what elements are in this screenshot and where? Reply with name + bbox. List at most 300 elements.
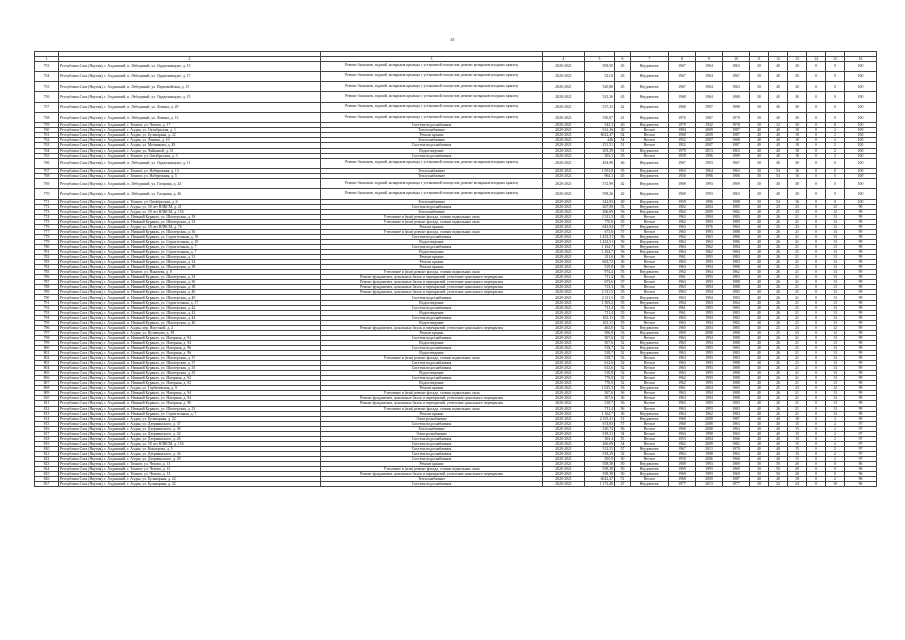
cell-work-type: Ремонт фундамента, цокольных балок и перекрытий, утепление цокольного перекрытия	[321, 290, 543, 295]
cell-wear-percent: 56	[615, 391, 631, 396]
cell-condition: Ветхое	[631, 335, 669, 340]
cell-year-commission: 1988	[723, 199, 750, 204]
cell-wear-percent: 52	[615, 371, 631, 376]
cell-wear-percent: 55	[615, 295, 631, 300]
cell-score-e: 0	[826, 467, 845, 472]
cell-address: Республика Саха (Якутия), г. Алданский, г. Томмот, ул. Набережная, д. 5	[59, 173, 321, 178]
cell-cost: 558,38	[585, 467, 615, 472]
cell-cost: 1 053,8	[585, 168, 615, 173]
cell-year-commission: 1983	[723, 214, 750, 219]
cell-score-e: 0	[826, 158, 845, 168]
cell-condition: Неудовлетв.	[631, 340, 669, 345]
cell-score-e: 12	[826, 386, 845, 391]
cell-score-b: 50	[769, 472, 788, 477]
cell-row-number: 761	[35, 133, 59, 138]
cell-score-e: 0	[826, 173, 845, 178]
cell-work-type: Утепление и (или) ремонт фасада, ставни подвальных окон	[321, 270, 543, 275]
cell-wear-percent: 57	[615, 446, 631, 451]
cell-score-total: 97	[845, 456, 877, 461]
cell-year-built: 1962	[669, 209, 696, 214]
cell-year-repair: 1967	[696, 112, 723, 122]
cell-wear-percent: 52	[615, 376, 631, 381]
cell-score-a: 30	[750, 61, 769, 71]
cell-score-c: 21	[788, 219, 807, 224]
cell-period: 2020-2021	[543, 426, 585, 431]
cell-score-d: 0	[807, 345, 826, 350]
cell-address: Республика Саха (Якутия), г. Алданский, п. Нижний Куранах, ул. Шахтерская, д. 46	[59, 320, 321, 325]
cell-year-built: 1963	[669, 168, 696, 173]
cell-score-e: 0	[826, 179, 845, 189]
cell-work-type: Система водоснабжения	[321, 446, 543, 451]
cell-year-repair: 1996	[696, 173, 723, 178]
cell-score-e: 2	[826, 426, 845, 431]
cell-score-a: 40	[750, 209, 769, 214]
cell-score-a: 40	[750, 431, 769, 436]
cell-score-c: 23	[788, 325, 807, 330]
cell-score-d: 0	[807, 381, 826, 386]
cell-year-built: 1964	[669, 300, 696, 305]
cell-condition: Неудовлетв.	[631, 345, 669, 350]
cell-work-type: Теплоснабжение	[321, 138, 543, 143]
cell-wear-percent: 57	[615, 421, 631, 426]
cell-score-a: 40	[750, 214, 769, 219]
cell-score-a: 30	[750, 123, 769, 128]
cell-year-repair: 1993	[696, 260, 723, 265]
cell-score-e: 13	[826, 335, 845, 340]
cell-period: 2020-2021	[543, 209, 585, 214]
cell-year-commission: 1982	[723, 441, 750, 446]
cell-wear-percent: 54	[615, 138, 631, 143]
cell-score-a: 30	[750, 179, 769, 189]
cell-score-b: 26	[769, 340, 788, 345]
cell-score-c: 21	[788, 239, 807, 244]
cell-condition: Ветхое	[631, 376, 669, 381]
cell-score-d: 0	[807, 143, 826, 148]
cell-score-c: 16	[788, 173, 807, 178]
cell-condition: Неудовлетв.	[631, 123, 669, 128]
column-number-10: 10	[723, 56, 750, 61]
cell-score-total: 100	[845, 102, 877, 112]
cell-score-e: 13	[826, 219, 845, 224]
cell-score-e: 13	[826, 345, 845, 350]
cell-score-a: 40	[750, 416, 769, 421]
cell-address: Республика Саха (Якутия), г. Алданский, п. Лебединый, ул. Гагарина, д. 46	[59, 189, 321, 199]
cell-score-b: 25	[769, 209, 788, 214]
cell-score-e: 13	[826, 229, 845, 234]
column-number-7: 7	[631, 56, 669, 61]
cell-score-total: 99	[845, 330, 877, 335]
cell-year-built: 1963	[669, 356, 696, 361]
cell-score-d: 0	[807, 300, 826, 305]
cell-address: Республика Саха (Якутия), г. Алданский, п. Нижний Куранах, ул. Нагорная, д. 94	[59, 391, 321, 396]
cell-year-repair: 1994	[696, 290, 723, 295]
cell-score-c: 30	[788, 82, 807, 92]
cell-work-type: Теплоснабжение	[321, 426, 543, 431]
cell-wear-percent: 55	[615, 290, 631, 295]
cell-score-c: 21	[788, 229, 807, 234]
cell-score-b: 32	[769, 123, 788, 128]
cell-row-number: 804	[35, 366, 59, 371]
cell-row-number: 803	[35, 361, 59, 366]
cell-score-b: 26	[769, 295, 788, 300]
cell-score-total: 100	[845, 173, 877, 178]
cell-year-repair: 1962	[696, 250, 723, 255]
cell-row-number: 784	[35, 265, 59, 270]
cell-year-commission: 1983	[723, 345, 750, 350]
cell-score-a: 40	[750, 340, 769, 345]
cell-period: 2020-2021	[543, 300, 585, 305]
cell-address: Республика Саха (Якутия), г. Алданский, п. Нижний Куранах, ул. Шахтерская, д. 44	[59, 315, 321, 320]
cell-condition: Неудовлетв.	[631, 234, 669, 239]
cell-period: 2020-2021	[543, 102, 585, 112]
cell-year-repair: 2004	[696, 204, 723, 209]
cell-score-d: 0	[807, 148, 826, 153]
cell-condition: Неудовлетв.	[631, 204, 669, 209]
column-number-2: 2	[59, 56, 321, 61]
cell-score-d: 0	[807, 396, 826, 401]
cell-wear-percent: 55	[615, 168, 631, 173]
cell-row-number: 778	[35, 234, 59, 239]
cell-year-repair: 1993	[696, 305, 723, 310]
cell-wear-percent: 51	[615, 416, 631, 421]
cell-score-a: 40	[750, 330, 769, 335]
cell-score-e: 13	[826, 356, 845, 361]
cell-score-d: 0	[807, 451, 826, 456]
cell-score-total: 96	[845, 472, 877, 477]
cell-wear-percent: 56	[615, 406, 631, 411]
cell-year-built: 1952	[669, 138, 696, 143]
cell-year-built: 1963	[669, 451, 696, 456]
cell-year-commission: 1988	[723, 376, 750, 381]
cell-row-number: 769	[35, 179, 59, 189]
cell-score-a: 40	[750, 239, 769, 244]
cell-row-number: 764	[35, 148, 59, 153]
cell-score-b: 26	[769, 315, 788, 320]
cell-condition: Неудовлетв.	[631, 158, 669, 168]
cell-cost: 770,8	[585, 376, 615, 381]
cell-year-built: 1962	[669, 204, 696, 209]
cell-year-commission: 1983	[723, 260, 750, 265]
cell-address: Республика Саха (Якутия), г. Алданский, г. Алдан, пер. Якутский, д. 2	[59, 325, 321, 330]
cell-year-repair: 1993	[696, 275, 723, 280]
cell-period: 2020-2021	[543, 467, 585, 472]
cell-year-commission: 1962	[723, 270, 750, 275]
cell-score-b: 25	[769, 386, 788, 391]
cell-score-b: 40	[769, 421, 788, 426]
cell-score-d: 0	[807, 219, 826, 224]
cell-year-commission: 1983	[723, 401, 750, 406]
cell-score-total: 99	[845, 376, 877, 381]
cell-score-total: 100	[845, 138, 877, 143]
cell-year-repair: 1994	[696, 265, 723, 270]
cell-score-a: 40	[750, 143, 769, 148]
cell-work-type: Ремонт балконов, лоджий, козырьков крыльца с установкой полиуглов, ремонт козырьков входных крылец	[321, 112, 543, 122]
cell-score-a: 40	[750, 295, 769, 300]
cell-score-a: 30	[750, 168, 769, 173]
cell-score-a: 30	[750, 92, 769, 102]
cell-work-type: Утепление и (или) ремонт фасада, ставни подвальных окон	[321, 391, 543, 396]
cell-score-d: 0	[807, 406, 826, 411]
cell-cost: 964,1	[585, 173, 615, 178]
cell-cost: 542,3	[585, 123, 615, 128]
column-number-3: 3	[321, 56, 543, 61]
cell-year-repair: 1993	[696, 406, 723, 411]
cell-period: 2020-2021	[543, 411, 585, 416]
cell-year-built: 1968	[669, 102, 696, 112]
cell-condition: Ветхое	[631, 290, 669, 295]
cell-score-c: 21	[788, 391, 807, 396]
cell-year-built: 1963	[669, 335, 696, 340]
cell-year-commission: 1983	[723, 406, 750, 411]
cell-row-number: 759	[35, 123, 59, 128]
cell-condition: Ветхое	[631, 421, 669, 426]
cell-year-repair: 2006	[696, 456, 723, 461]
cell-work-type: Утепление и (или) ремонт фасада, ставни подвальных окон	[321, 229, 543, 234]
cell-score-b: 40	[769, 138, 788, 143]
cell-score-total: 97	[845, 446, 877, 451]
cell-address: Республика Саха (Якутия), г. Алданский, п. Лебединый, ул. Гагарина, д. 24	[59, 179, 321, 189]
cell-score-a: 40	[750, 280, 769, 285]
cell-score-a: 40	[750, 315, 769, 320]
cell-address: Республика Саха (Якутия), г. Алданский, г. Алдан, ул. Мечникова, д. 48	[59, 143, 321, 148]
cell-row-number: 776	[35, 224, 59, 229]
cell-work-type: Теплоснабжение	[321, 477, 543, 482]
cell-year-repair: 1993	[696, 366, 723, 371]
cell-work-type: Теплоснабжение	[321, 173, 543, 178]
cell-address: Республика Саха (Якутия), г. Алданский, п. Нижний Куранах, ул. Строительная, д. 17	[59, 300, 321, 305]
cell-year-commission: 1963	[723, 431, 750, 436]
cell-score-c: 18	[788, 416, 807, 421]
cell-row-number: 765	[35, 153, 59, 158]
cell-score-d: 0	[807, 386, 826, 391]
cell-year-commission: 1983	[723, 295, 750, 300]
cell-cost: 974,4	[585, 270, 615, 275]
cell-score-c: 15	[788, 446, 807, 451]
cell-score-b: 26	[769, 351, 788, 356]
cell-year-repair: 2007	[696, 143, 723, 148]
cell-work-type: Ремонт крыши	[321, 330, 543, 335]
cell-period: 2020-2021	[543, 315, 585, 320]
cell-score-c: 16	[788, 168, 807, 173]
cell-address: Республика Саха (Якутия), г. Алданский, п. Нижний Куранах, ул. Шахтерская, д. 36	[59, 229, 321, 234]
cell-score-e: 12	[826, 224, 845, 229]
cell-year-built: 1969	[669, 462, 696, 467]
cell-period: 2020-2021	[543, 482, 585, 487]
cell-score-b: 40	[769, 431, 788, 436]
cell-year-repair: 1994	[696, 340, 723, 345]
cell-period: 2020-2021	[543, 260, 585, 265]
cell-score-a: 40	[750, 204, 769, 209]
cell-score-a: 40	[750, 411, 769, 416]
cell-wear-percent: 51	[615, 143, 631, 148]
cell-year-commission: 1988	[723, 361, 750, 366]
cell-work-type: Ремонт фундамента, цокольных балок и перекрытий, утепление цокольного перекрытия	[321, 325, 543, 330]
cell-score-b: 40	[769, 82, 788, 92]
column-number-12: 12	[769, 56, 788, 61]
cell-score-b: 26	[769, 219, 788, 224]
cell-score-d: 0	[807, 209, 826, 214]
cell-condition: Ветхое	[631, 138, 669, 143]
cell-year-repair: 1997	[696, 102, 723, 112]
cell-score-total: 99	[845, 260, 877, 265]
cell-year-built: 1963	[669, 285, 696, 290]
cell-score-b: 50	[769, 462, 788, 467]
cell-score-d: 0	[807, 462, 826, 467]
cell-work-type: Система водоснабжения	[321, 335, 543, 340]
cell-wear-percent: 56	[615, 234, 631, 239]
cell-year-built: 1963	[669, 406, 696, 411]
cell-score-a: 40	[750, 441, 769, 446]
cell-score-b: 40	[769, 133, 788, 138]
cell-row-number: 800	[35, 345, 59, 350]
cell-cost: 507,6	[585, 335, 615, 340]
cell-condition: Ветхое	[631, 381, 669, 386]
cell-address: Республика Саха (Якутия), г. Алданский, п. Лебединый, ул. Ленина, д. 29	[59, 102, 321, 112]
cell-work-type: Ремонт фундамента, цокольных балок и перекрытий, утепление цокольного перекрытия	[321, 472, 543, 477]
cell-wear-percent: 56	[615, 401, 631, 406]
cell-year-built: 1960	[669, 421, 696, 426]
cell-year-built: 1959	[669, 199, 696, 204]
cell-score-b: 54	[769, 168, 788, 173]
cell-score-a: 40	[750, 361, 769, 366]
cell-score-c: 16	[788, 199, 807, 204]
cell-year-commission: 1963	[723, 148, 750, 153]
cell-cost: 537,23	[585, 102, 615, 112]
column-number-16: 16	[845, 56, 877, 61]
cell-score-total: 100	[845, 71, 877, 81]
cell-score-a: 40	[750, 335, 769, 340]
cell-score-c: 21	[788, 285, 807, 290]
cell-address: Республика Саха (Якутия), г. Алданский, п. Нижний Куранах, ул. Нагорная, д. 96	[59, 345, 321, 350]
cell-score-c: 15	[788, 426, 807, 431]
cell-score-a: 40	[750, 391, 769, 396]
cell-cost: 673,6	[585, 229, 615, 234]
cell-work-type: Утепление и (или) ремонт фасада, ставни подвальных окон	[321, 214, 543, 219]
cell-period: 2020-2021	[543, 295, 585, 300]
cell-score-d: 0	[807, 446, 826, 451]
cell-score-d: 0	[807, 295, 826, 300]
cell-score-e: 2	[826, 416, 845, 421]
cell-year-commission: 1987	[723, 477, 750, 482]
cell-row-number: 791	[35, 300, 59, 305]
cell-year-repair: 1994	[696, 285, 723, 290]
cell-score-b: 32	[769, 482, 788, 487]
cell-work-type: Система водоснабжения	[321, 153, 543, 158]
cell-cost: 518,21	[585, 431, 615, 436]
cell-row-number: 796	[35, 325, 59, 330]
cell-address: Республика Саха (Якутия), г. Алданский, г. Томмот, ул. Набережная, д. 13	[59, 168, 321, 173]
cell-year-commission: 1988	[723, 138, 750, 143]
cell-condition: Ветхое	[631, 426, 669, 431]
cell-year-repair: 2004	[696, 436, 723, 441]
cell-address: Республика Саха (Якутия), г. Алданский, п. Нижний Куранах, ул. Шахтерская, д. 40	[59, 295, 321, 300]
cell-period: 2020-2021	[543, 153, 585, 158]
cell-year-built: 1967	[669, 71, 696, 81]
cell-score-c: 21	[788, 381, 807, 386]
cell-address: Республика Саха (Якутия), г. Алданский, г. Алдан, ул. Дзержинского, д. 26	[59, 436, 321, 441]
cell-score-b: 26	[769, 305, 788, 310]
cell-year-repair: 1993	[696, 356, 723, 361]
cell-score-total: 97	[845, 431, 877, 436]
cell-wear-percent: 52	[615, 451, 631, 456]
cell-work-type: Ремонт фундамента, цокольных балок и перекрытий, утепление цокольного перекрытия	[321, 396, 543, 401]
cell-score-e: 13	[826, 265, 845, 270]
cell-score-c: 30	[788, 179, 807, 189]
cell-year-repair: 1964	[696, 168, 723, 173]
cell-period: 2020-2021	[543, 173, 585, 178]
cell-score-c: 21	[788, 300, 807, 305]
cell-score-total: 99	[845, 335, 877, 340]
cell-score-c: 21	[788, 305, 807, 310]
cell-score-e: 13	[826, 320, 845, 325]
cell-year-built: 1963	[669, 401, 696, 406]
cell-score-total: 96	[845, 477, 877, 482]
cell-work-type: Ремонт фундамента, цокольных балок и перекрытий, утепление цокольного перекрытия	[321, 275, 543, 280]
cell-row-number: 812	[35, 406, 59, 411]
cell-year-commission: 1969	[723, 467, 750, 472]
cell-year-built: 1963	[669, 345, 696, 350]
cell-score-d: 0	[807, 366, 826, 371]
cell-cost: 2 311,5	[585, 290, 615, 295]
cell-work-type: Ремонт балконов, лоджий, козырьков крыльца с установкой полиуглов, ремонт козырьков входных крылец	[321, 102, 543, 112]
cell-year-commission: 1988	[723, 285, 750, 290]
table-row	[35, 102, 877, 112]
cell-score-d: 0	[807, 260, 826, 265]
cell-score-e: 13	[826, 361, 845, 366]
cell-score-total: 99	[845, 219, 877, 224]
cell-score-total: 99	[845, 381, 877, 386]
cell-cost: 6022,47	[585, 477, 615, 482]
cell-score-a: 40	[750, 275, 769, 280]
cell-score-a: 40	[750, 133, 769, 138]
cell-period: 2020-2021	[543, 234, 585, 239]
cell-score-b: 40	[769, 436, 788, 441]
cell-wear-percent: 57	[615, 224, 631, 229]
cell-score-d: 0	[807, 376, 826, 381]
cell-address: Республика Саха (Якутия), г. Алданский, г. Томмот, ул. Чехова, д. 13	[59, 462, 321, 467]
cell-year-repair: 1962	[696, 411, 723, 416]
cell-score-total: 100	[845, 168, 877, 173]
cell-year-repair: 1964	[696, 82, 723, 92]
cell-year-repair: 1993	[696, 401, 723, 406]
cell-row-number: 795	[35, 320, 59, 325]
cell-score-d: 0	[807, 158, 826, 168]
cell-work-type: Электроснабжение	[321, 431, 543, 436]
cell-year-repair: 1993	[696, 361, 723, 366]
cell-score-c: 24	[788, 482, 807, 487]
cell-period: 2020-2021	[543, 325, 585, 330]
cell-address: Республика Саха (Якутия), г. Алданский, г. Томмот, ул. Чехова, д. 13	[59, 472, 321, 477]
cell-year-repair: 1976	[696, 224, 723, 229]
cell-work-type: Электроснабжение	[321, 416, 543, 421]
cell-cost: 518,7	[585, 356, 615, 361]
cell-condition: Неудовлетв.	[631, 472, 669, 477]
cell-condition: Неудовлетв.	[631, 148, 669, 153]
cell-year-repair: 1993	[696, 376, 723, 381]
cell-score-total: 100	[845, 123, 877, 128]
cell-period: 2020-2021	[543, 143, 585, 148]
cell-year-commission: 1988	[723, 391, 750, 396]
cell-score-total: 100	[845, 143, 877, 148]
cell-work-type: Система водоснабжения	[321, 482, 543, 487]
cell-score-e: 13	[826, 270, 845, 275]
cell-score-e: 0	[826, 82, 845, 92]
cell-score-b: 26	[769, 239, 788, 244]
column-number-6: 6	[615, 56, 631, 61]
cell-year-commission: 1967	[723, 71, 750, 81]
cell-score-c: 23	[788, 224, 807, 229]
cell-row-number: 815	[35, 421, 59, 426]
